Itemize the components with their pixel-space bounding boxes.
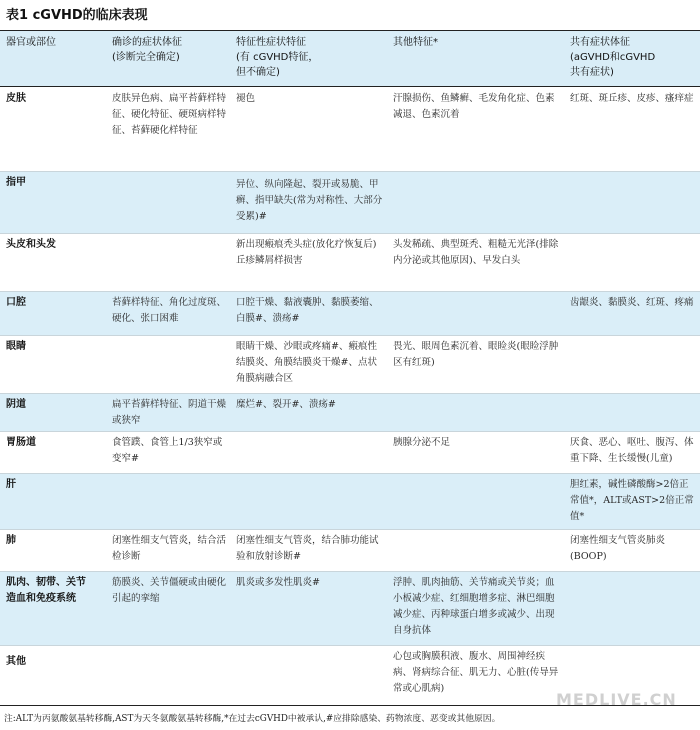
organ-cell: 其他 xyxy=(6,656,26,667)
distinctive-cell: 褪色 xyxy=(236,93,256,104)
common-cell xyxy=(564,336,700,393)
organ-cell: 眼睛 xyxy=(6,341,26,352)
distinctive-cell: 闭塞性细支气管炎，结合肺功能试验和放射诊断# xyxy=(236,535,379,562)
other-cell: 畏光、眼周色素沉着、眼睑炎(眼睑浮肿区有红斑) xyxy=(393,341,559,368)
table-row xyxy=(0,336,700,394)
diagnostic-cell xyxy=(106,234,230,291)
distinctive-cell xyxy=(230,474,387,529)
header-other: 其他特征* xyxy=(393,37,438,48)
header-diagnostic: 确诊的症状体征 (诊断完全确定) xyxy=(112,37,182,63)
common-cell xyxy=(564,572,700,645)
header-common: 共有症状体征 (aGVHD和cGVHD 共有症状) xyxy=(570,37,656,78)
diagnostic-cell xyxy=(106,172,230,233)
other-cell xyxy=(387,474,564,529)
diagnostic-cell xyxy=(106,474,230,529)
other-cell xyxy=(387,292,564,335)
common-cell xyxy=(564,234,700,291)
table-row xyxy=(0,572,700,646)
organ-cell: 指甲 xyxy=(6,177,26,188)
diagnostic-cell: 扁平苔藓样特征、阴道干燥或狭窄 xyxy=(112,399,227,426)
other-cell: 浮肿、肌肉抽筋、关节痛或关节炎；血小板减少症、红细胞增多症、淋巴细胞减少症、丙种球蛋白增多或减少、出现自身抗体 xyxy=(393,577,555,636)
distinctive-cell: 眼睛干燥、沙眼或疼痛#、瘢痕性结膜炎、角膜结膜炎干燥#、点状角膜病融合区 xyxy=(236,341,377,384)
table-row xyxy=(0,474,700,530)
table-row xyxy=(0,234,700,292)
diagnostic-cell: 闭塞性细支气管炎，结合活检诊断 xyxy=(112,535,227,562)
organ-cell: 头皮和头发 xyxy=(6,239,56,250)
table-row xyxy=(0,172,700,234)
diagnostic-cell xyxy=(106,336,230,393)
distinctive-cell: 糜烂#、裂开#、溃疡# xyxy=(236,399,336,410)
table-row xyxy=(0,432,700,474)
other-cell: 心包或胸膜积液、腹水、周围神经疾病、肾病综合征、肌无力、心脏(传导异常或心肌病) xyxy=(393,651,559,694)
common-cell: 厌食、恶心、呕吐、腹泻、体重下降、生长缓慢(儿童) xyxy=(570,437,694,464)
table-row xyxy=(0,530,700,572)
organ-cell: 肝 xyxy=(6,479,16,490)
organ-cell: 肌肉、韧带、关节 造血和免疫系统 xyxy=(6,577,86,604)
header-distinctive: 特征性症状特征 (有 cGVHD特征， 但不确定) xyxy=(236,37,319,78)
other-cell xyxy=(387,530,564,571)
table-row xyxy=(0,394,700,432)
watermark: MEDLIVE.CN xyxy=(556,690,677,709)
other-cell: 汗腺损伤、鱼鳞癣、毛发角化症、色素减退、色素沉着 xyxy=(393,93,555,120)
diagnostic-cell: 苔藓样特征、角化过度斑、硬化、张口困难 xyxy=(112,297,227,324)
diagnostic-cell: 食管蹼、食管上1/3狭窄或变窄# xyxy=(112,437,223,464)
other-cell: 头发稀疏、典型斑秃、粗糙无光泽(排除内分泌或其他原因)、早发白头 xyxy=(393,239,559,266)
other-cell xyxy=(387,394,564,431)
other-cell: 胰腺分泌不足 xyxy=(393,437,451,448)
common-cell: 红斑、斑丘疹、皮疹、瘙痒症 xyxy=(570,93,694,104)
cgvhd-table xyxy=(0,30,700,87)
table-footnote: 注:ALT为丙氨酸氨基转移酶,AST为天冬氨酸氨基转移酶,*在过去cGVHD中被承认,#应排除感染、药物浓度、恶变或其他原因。 xyxy=(4,714,501,724)
diagnostic-cell xyxy=(106,646,230,705)
table-title: 表1 cGVHD的临床表现 xyxy=(6,8,148,23)
distinctive-cell: 新出现瘢痕秃头症(放化疗恢复后)丘疹鳞屑样损害 xyxy=(236,239,377,266)
distinctive-cell xyxy=(230,432,387,473)
organ-cell: 口腔 xyxy=(6,297,26,308)
common-cell: 胆红素，碱性磷酸酶>2倍正常值*，ALT或AST>2倍正常值* xyxy=(570,479,694,522)
common-cell xyxy=(564,394,700,431)
header-organ: 器官或部位 xyxy=(6,37,56,48)
other-cell xyxy=(387,172,564,233)
organ-cell: 阴道 xyxy=(6,399,26,410)
diagnostic-cell: 皮肤异色病、扁平苔藓样特征、硬化特征、硬斑病样特征、苔藓硬化样特征 xyxy=(112,93,227,136)
distinctive-cell: 异位、纵向隆起、裂开或易脆、甲癣、指甲缺失(常为对称性、大部分受累)# xyxy=(236,179,383,222)
organ-cell: 胃肠道 xyxy=(6,437,36,448)
common-cell: 闭塞性细支气管炎肺炎(BOOP) xyxy=(570,535,666,562)
common-cell xyxy=(564,172,700,233)
table-header xyxy=(0,31,700,87)
diagnostic-cell: 筋膜炎、关节僵硬或由硬化引起的挛缩 xyxy=(112,577,227,604)
distinctive-cell xyxy=(230,646,387,705)
organ-cell: 皮肤 xyxy=(6,93,26,104)
table-row xyxy=(0,88,700,172)
common-cell: 齿龈炎、黏膜炎、红斑、疼痛 xyxy=(570,297,694,308)
table-row xyxy=(0,292,700,336)
organ-cell: 肺 xyxy=(6,535,16,546)
distinctive-cell: 肌炎或多发性肌炎# xyxy=(236,577,320,588)
distinctive-cell: 口腔干燥、黏液囊肿、黏膜萎缩、白膜#、溃疡# xyxy=(236,297,379,324)
